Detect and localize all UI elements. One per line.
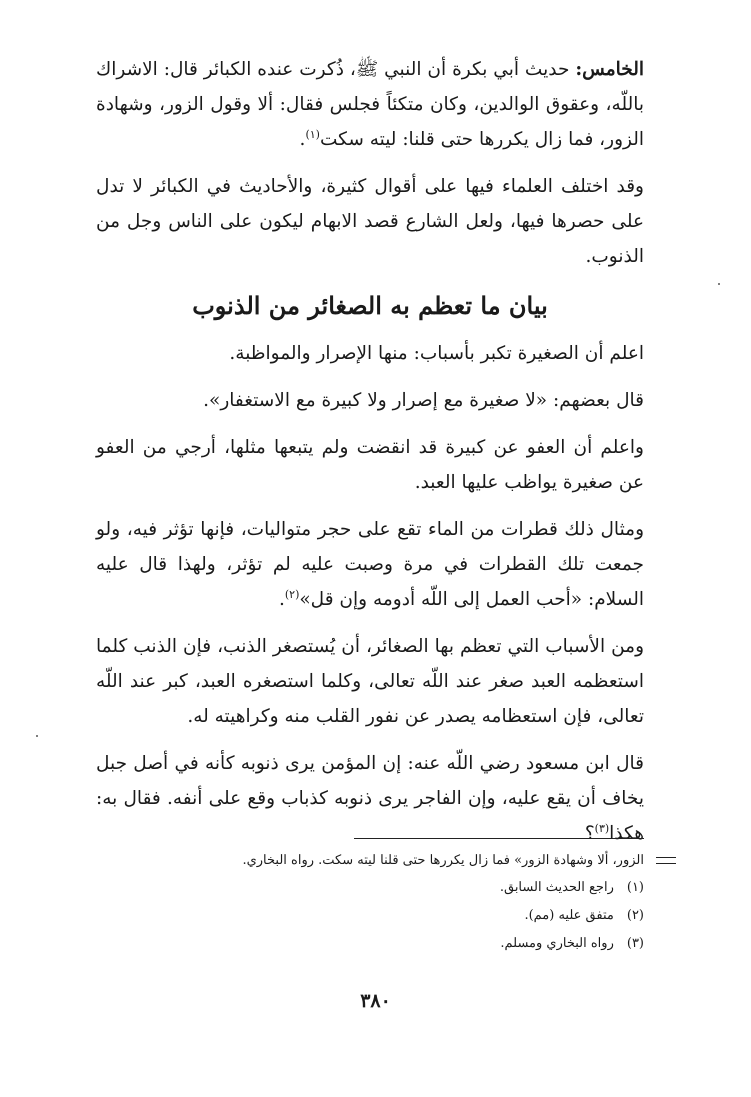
paragraph-saying: قال بعضهم: «لا صغيرة مع إصرار ولا كبيرة مع الاستغفار». [203,390,644,411]
footnote-item-3 [96,931,644,957]
scan-speck [718,283,720,285]
paragraph-text: قال ابن مسعود رضي اللّه عنه: إن المؤمن يرى ذنوبه كأنه في أصل جبل يخاف أن يقع عليه، وإن الفاجر يرى ذنوبه كذباب وقع على أنفه. فقال به: هكذا [96,753,644,844]
paragraph-text: ومثال ذلك قطرات من الماء تقع على حجر متواليات، فإنها تؤثر فيه، ولو جمعت تلك القطرات في مرة وصبت عليه لم تؤثر، ولهذا قال عليه السلام: «أحب العمل إلى اللّه أدومه وإن قل» [96,519,644,610]
footnote-number: (١) [626,880,644,895]
continuation-mark-icon [656,857,676,864]
paragraph-lead-word: الخامس: [575,59,644,80]
page-number: ٣٨٠ [360,990,391,1012]
footnote-text: رواه البخاري ومسلم. [500,936,614,951]
footnote-number: (٢) [626,908,644,923]
footnote-ref-3[interactable]: (٣) [594,821,610,835]
paragraph-end: . [278,589,285,610]
paragraph-scholars-differ: وقد اختلف العلماء فيها على أقوال كثيرة، والأحاديث في الكبائر لا تدل على حصرها فيها، ولعل الشارع قصد الابهام ليكون على الناس وجل من الذنوب. [96,176,644,267]
paragraph-fifth-hadith [96,52,644,157]
footnote-ref-2[interactable]: (٢) [284,587,300,601]
paragraph-forgiveness: واعلم أن العفو عن كبيرة قد انقضت ولم يتبعها مثلها، أرجي من العفو عن صغيرة يواظب عليها العبد. [96,437,644,493]
section-heading: بيان ما تعظم به الصغائر من الذنوب [192,291,548,320]
paragraph-text: حديث أبي بكرة أن النبي ﷺ، ذُكرت عنده الكبائر قال: الاشراك باللّه، وعقوق الوالدين، وكان متكئاً فجلس فقال: ألا وقول الزور، وشهادة الزور، فما زال يكررها حتى قلنا: ليته سكت [96,59,644,150]
footnote-number: (٣) [626,936,644,951]
footnote-item-2 [96,903,644,929]
footnote-divider [354,838,644,839]
paragraph-end: ؟ [584,823,595,844]
paragraph-causes: ومن الأسباب التي تعظم بها الصغائر، أن يُستصغر الذنب، فإن الذنب كلما استعظمه العبد صغر عند اللّه تعالى، وكلما استصغره العبد، كبر عند اللّه تعالى، فإن استعظامه يصدر عن نفور القلب منه وكراهيته له. [96,636,644,727]
footnotes-section [96,838,644,959]
footnote-item-1 [96,875,644,901]
paragraph-water-drops [96,512,644,617]
paragraph-minor-sins-grow: اعلم أن الصغيرة تكبر بأسباب: منها الإصرار والمواظبة. [229,343,644,364]
footnote-text: راجع الحديث السابق. [499,880,614,895]
footnote-continued [96,849,644,873]
footnote-text: متفق عليه (مم). [524,908,614,923]
footnote-ref-1[interactable]: (١) [305,127,320,141]
paragraph-ibn-masud [96,746,644,851]
scan-speck [36,735,38,737]
footnote-continued-text: الزور، ألا وشهادة الزور» فما زال يكررها حتى قلنا ليته سكت. رواه البخاري. [242,853,644,868]
page-body [96,52,644,863]
paragraph-end: . [299,129,306,150]
